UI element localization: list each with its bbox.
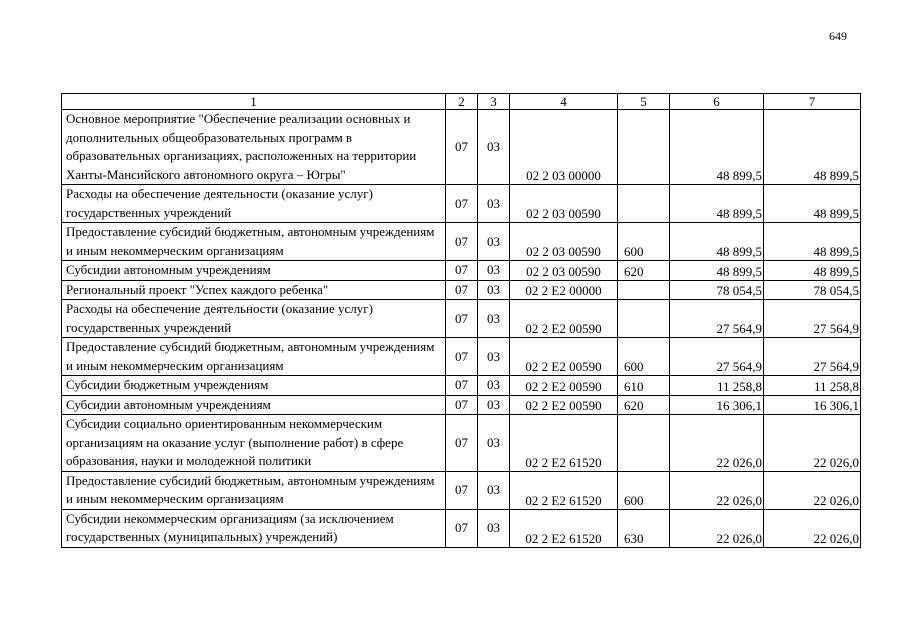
amount-cell-7: 48 899,5 (764, 110, 861, 185)
subsection-code-cell: 03 (478, 338, 510, 376)
row-name-cell: Субсидии бюджетным учреждениям (62, 376, 446, 396)
row-name-cell: Основное мероприятие "Обеспечение реализации основных и дополнительных общеобразовательных программ в образовательных организациях, расположенных на территории Ханты-Мансийского автономного округа – Югры" (62, 110, 446, 185)
row-name-cell: Предоставление субсидий бюджетным, автономным учреждениям и иным некоммерческим организациям (62, 338, 446, 376)
expense-type-cell (618, 110, 670, 185)
amount-cell-7: 22 026,0 (764, 509, 861, 547)
row-name-cell: Субсидии автономным учреждениям (62, 395, 446, 415)
target-article-cell: 02 2 E2 61520 (510, 415, 618, 472)
table-row (62, 471, 861, 509)
row-name-cell: Расходы на обеспечение деятельности (оказание услуг) государственных учреждений (62, 300, 446, 338)
amount-cell-7: 22 026,0 (764, 471, 861, 509)
table-header-row (62, 94, 861, 110)
expense-type-cell: 610 (618, 376, 670, 396)
row-name-cell: Расходы на обеспечение деятельности (оказание услуг) государственных учреждений (62, 185, 446, 223)
section-code-cell: 07 (446, 338, 478, 376)
target-article-cell: 02 2 E2 00590 (510, 395, 618, 415)
expense-type-cell (618, 280, 670, 300)
amount-cell-6: 27 564,9 (670, 300, 764, 338)
expense-type-cell: 630 (618, 509, 670, 547)
subsection-code-cell: 03 (478, 471, 510, 509)
section-code-cell: 07 (446, 376, 478, 396)
row-name-cell: Предоставление субсидий бюджетным, автономным учреждениям и иным некоммерческим организациям (62, 223, 446, 261)
amount-cell-7: 48 899,5 (764, 223, 861, 261)
table-row (62, 376, 861, 396)
table-row (62, 395, 861, 415)
amount-cell-6: 27 564,9 (670, 338, 764, 376)
expense-type-cell (618, 300, 670, 338)
expense-type-cell: 620 (618, 395, 670, 415)
amount-cell-7: 11 258,8 (764, 376, 861, 396)
target-article-cell: 02 2 E2 00590 (510, 300, 618, 338)
amount-cell-6: 16 306,1 (670, 395, 764, 415)
subsection-code-cell: 03 (478, 509, 510, 547)
section-code-cell: 07 (446, 261, 478, 281)
table-row (62, 185, 861, 223)
row-name-cell: Региональный проект "Успех каждого ребенка" (62, 280, 446, 300)
amount-cell-6: 48 899,5 (670, 110, 764, 185)
row-name-cell: Субсидии некоммерческим организациям (за исключением государственных (муниципальных) учреждений) (62, 509, 446, 547)
column-header-6: 6 (670, 94, 764, 110)
table-row (62, 261, 861, 281)
target-article-cell: 02 2 E2 61520 (510, 509, 618, 547)
table-row (62, 338, 861, 376)
table-row (62, 415, 861, 472)
table-row (62, 509, 861, 547)
expense-type-cell (618, 415, 670, 472)
amount-cell-7: 27 564,9 (764, 300, 861, 338)
target-article-cell: 02 2 03 00590 (510, 223, 618, 261)
amount-cell-7: 48 899,5 (764, 185, 861, 223)
subsection-code-cell: 03 (478, 223, 510, 261)
page-number: 649 (829, 29, 847, 43)
table-body (62, 110, 861, 548)
subsection-code-cell: 03 (478, 280, 510, 300)
budget-table (61, 93, 861, 548)
column-header-3: 3 (478, 94, 510, 110)
section-code-cell: 07 (446, 395, 478, 415)
section-code-cell: 07 (446, 300, 478, 338)
amount-cell-7: 27 564,9 (764, 338, 861, 376)
expense-type-cell: 620 (618, 261, 670, 281)
target-article-cell: 02 2 03 00000 (510, 110, 618, 185)
amount-cell-6: 22 026,0 (670, 509, 764, 547)
amount-cell-7: 48 899,5 (764, 261, 861, 281)
expense-type-cell: 600 (618, 338, 670, 376)
amount-cell-6: 48 899,5 (670, 223, 764, 261)
amount-cell-6: 22 026,0 (670, 471, 764, 509)
table-row (62, 280, 861, 300)
row-name-cell: Предоставление субсидий бюджетным, автономным учреждениям и иным некоммерческим организациям (62, 471, 446, 509)
table-row (62, 223, 861, 261)
expense-type-cell: 600 (618, 471, 670, 509)
section-code-cell: 07 (446, 509, 478, 547)
section-code-cell: 07 (446, 223, 478, 261)
subsection-code-cell: 03 (478, 415, 510, 472)
section-code-cell: 07 (446, 415, 478, 472)
row-name-cell: Субсидии социально ориентированным некоммерческим организациям на оказание услуг (выполнение работ) в сфере образования, науки и молодежной политики (62, 415, 446, 472)
amount-cell-7: 78 054,5 (764, 280, 861, 300)
amount-cell-7: 22 026,0 (764, 415, 861, 472)
target-article-cell: 02 2 03 00590 (510, 261, 618, 281)
table-row (62, 300, 861, 338)
expense-type-cell: 600 (618, 223, 670, 261)
row-name-cell: Субсидии автономным учреждениям (62, 261, 446, 281)
column-header-1: 1 (62, 94, 446, 110)
target-article-cell: 02 2 E2 00590 (510, 376, 618, 396)
section-code-cell: 07 (446, 471, 478, 509)
column-header-7: 7 (764, 94, 861, 110)
target-article-cell: 02 2 03 00590 (510, 185, 618, 223)
subsection-code-cell: 03 (478, 376, 510, 396)
subsection-code-cell: 03 (478, 300, 510, 338)
amount-cell-6: 11 258,8 (670, 376, 764, 396)
column-header-2: 2 (446, 94, 478, 110)
subsection-code-cell: 03 (478, 261, 510, 281)
column-header-4: 4 (510, 94, 618, 110)
target-article-cell: 02 2 E2 00590 (510, 338, 618, 376)
section-code-cell: 07 (446, 110, 478, 185)
section-code-cell: 07 (446, 280, 478, 300)
amount-cell-7: 16 306,1 (764, 395, 861, 415)
amount-cell-6: 48 899,5 (670, 185, 764, 223)
subsection-code-cell: 03 (478, 110, 510, 185)
amount-cell-6: 78 054,5 (670, 280, 764, 300)
column-header-5: 5 (618, 94, 670, 110)
subsection-code-cell: 03 (478, 185, 510, 223)
target-article-cell: 02 2 E2 61520 (510, 471, 618, 509)
expense-type-cell (618, 185, 670, 223)
section-code-cell: 07 (446, 185, 478, 223)
subsection-code-cell: 03 (478, 395, 510, 415)
amount-cell-6: 48 899,5 (670, 261, 764, 281)
target-article-cell: 02 2 E2 00000 (510, 280, 618, 300)
amount-cell-6: 22 026,0 (670, 415, 764, 472)
table-row (62, 110, 861, 185)
